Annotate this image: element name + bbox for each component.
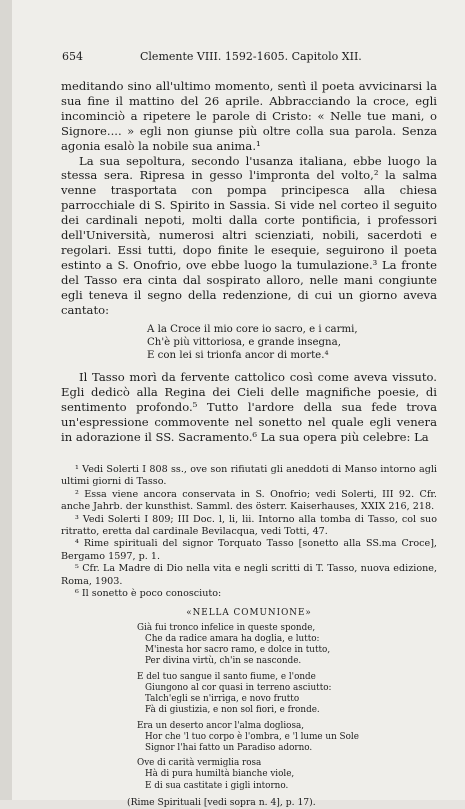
sonnet-line: E del tuo sangue il santo fiume, e l'onde [137, 671, 316, 682]
running-header [62, 50, 435, 63]
footnote-2: ² Essa viene ancora conservata in S. Onofrio; vedi Solerti, III 92. Cfr. anche Jahrb. der kunsthist. Samml. des österr. Kaiserhauses, XXIX 216, 218. [61, 488, 437, 513]
sonnet-line: M'inesta hor sacro ramo, e dolce in tutto, [145, 645, 331, 656]
sonnet-title: «NELLA COMUNIONE» [186, 608, 312, 619]
sonnet-stanza [137, 721, 437, 755]
footnote-6: ⁶ Il sonetto è poco conosciuto: [75, 588, 222, 600]
sonnet-line: Giungono al cor quasi in terreno asciutto: [145, 682, 332, 693]
page-gutter [0, 0, 12, 800]
sonnet-source: (Rime Spirituali [vedi sopra n. 4], p. 17). [127, 796, 316, 808]
sonnet [137, 623, 437, 792]
sonnet-line: Hor che 'l tuo corpo è l'ombra, e 'l lume un Sole [145, 731, 359, 742]
verse-quote [147, 323, 437, 363]
footnote-3: ³ Vedi Solerti I 809; III Doc. l, li, lii. Intorno alla tomba di Tasso, col suo ritratto, eretta dal cardinale Bevilacqua, vedi Totti, 47. [61, 513, 437, 538]
sonnet-line: Fà di giustizia, e non sol fiori, e fronde. [145, 705, 320, 716]
sonnet-stanza [137, 758, 437, 792]
verse-line: A la Croce il mio core io sacro, e i carmi, [147, 323, 358, 335]
verse-line: E con lei si trionfa ancor di morte.⁴ [147, 349, 329, 361]
sonnet-line: E di sua castitate i gigli intorno. [145, 780, 289, 791]
sonnet-stanza [137, 672, 437, 717]
sonnet-line: Era un deserto ancor l'alma dogliosa, [137, 720, 305, 731]
paragraph-1: meditando sino all'ultimo momento, sentì il poeta avvicinarsi la sua fine il mattino del 26 aprile. Abbracciando la croce, egli incominciò a ripetere le parole di Cristo: « Nelle tue mani, o Signore.... » egli non giunse più oltre colla sua parola. Senza agonia esalò la nobile sua anima.¹ [61, 79, 437, 153]
page-number: 654 [62, 50, 83, 63]
verse-line: Ch'è più vittoriosa, e grande insegna, [147, 336, 341, 348]
footnote-4: ⁴ Rime spirituali del signor Torquato Tasso [sonetto alla SS.ma Croce], Bergamo 1597, p. 1. [61, 538, 437, 562]
sonnet-line: Già fui tronco infelice in queste sponde, [137, 622, 316, 633]
running-title: Clemente VIII. 1592-1605. Capitolo XII. [140, 50, 362, 63]
footnotes [61, 464, 437, 809]
footnote-5: ⁵ Cfr. La Madre di Dio nella vita e negli scritti di T. Tasso, nuova edizione, Roma, 1903. [61, 563, 437, 587]
sonnet-line: Che da radice amara ha doglia, e lutto: [145, 634, 320, 645]
main-text [61, 79, 437, 445]
sonnet-line: Talch'egli se n'irriga, e novo frutto [145, 694, 300, 705]
sonnet-stanza [137, 623, 437, 668]
footnote-1: ¹ Vedi Solerti I 808 ss., ove son rifiutati gli aneddoti di Manso intorno agli ultimi giorni di Tasso. [61, 464, 437, 488]
sonnet-line: Ove di carità vermiglia rosa [137, 758, 262, 769]
paragraph-3: Il Tasso morì da fervente cattolico così come aveva vissuto. Egli dedicò alla Regina dei Cieli delle magnifiche poesie, di sentimento profondo.⁵ Tutto l'ardore della sua fede trova un'espressione commovente nel sonetto nel quale egli venera in adorazione il SS. Sacramento.⁶ La sua opera più celebre: La [61, 370, 437, 444]
sonnet-line: Signor l'hai fatto un Paradiso adorno. [145, 742, 313, 753]
sonnet-line: Per divina virtù, ch'in se nasconde. [145, 656, 302, 667]
sonnet-line: Hà di pura humiltà bianche viole, [145, 769, 295, 780]
paragraph-2: La sua sepoltura, secondo l'usanza italiana, ebbe luogo la stessa sera. Ripresa in gesso l'impronta del volto,² la salma venne trasportata con pompa principesca alla chiesa parrocchiale di S. Spirito in Sassia. Si vide nel corteo il seguito dei cardinali nepoti, molti dalla corte pontificia, i professori dell'Università, numerosi altri scienziati, nobili, sacerdoti e regolari. Essi tutti, dopo finite le esequie, seguirono il poeta estinto a S. Onofrio, ove ebbe luogo la tumulazione.³ La fronte del Tasso era cinta dal sospirato alloro, nelle mani congiunte egli teneva il segno della redenzione, di cui un giorno aveva cantato: [61, 153, 437, 317]
